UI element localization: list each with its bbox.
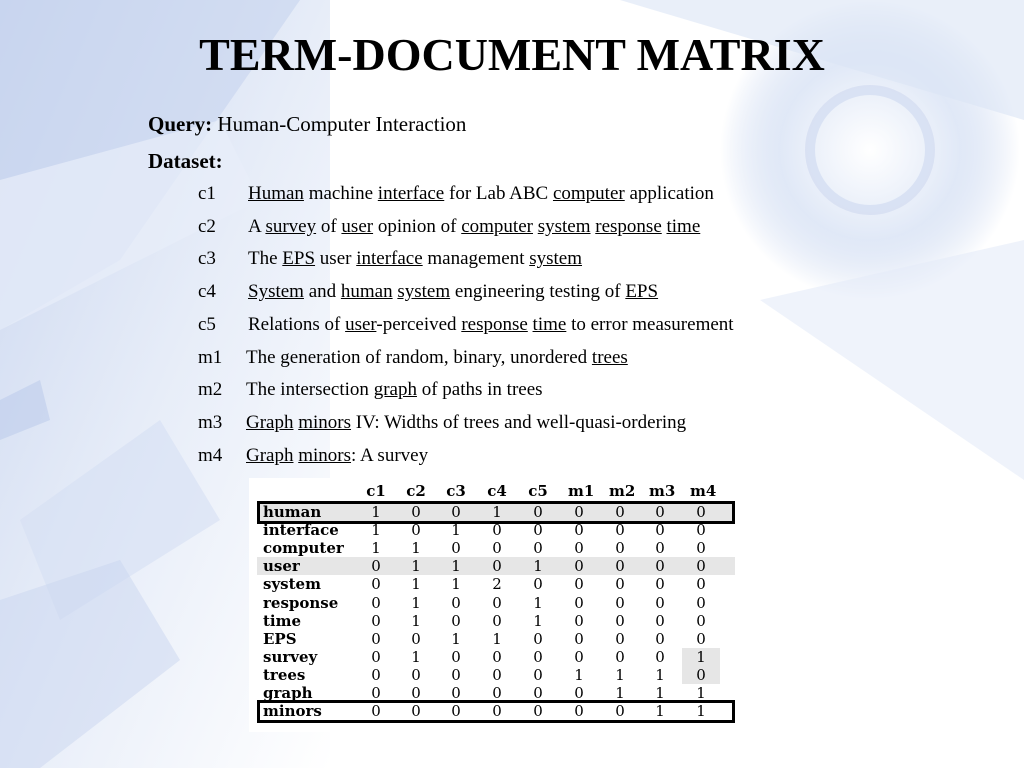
matrix-cell: 1 <box>371 521 381 540</box>
matrix-cell: 0 <box>574 611 584 630</box>
index-term: time <box>666 215 701 237</box>
index-term: user <box>345 313 377 335</box>
matrix-cell: 1 <box>411 593 421 612</box>
index-term: trees <box>591 346 628 368</box>
matrix-cell: 1 <box>411 557 421 576</box>
matrix-cell: 0 <box>451 647 461 666</box>
matrix-cell: 0 <box>574 557 584 576</box>
index-term: System <box>248 281 304 303</box>
index-term: Graph <box>246 411 294 433</box>
matrix-cell: 0 <box>574 539 584 558</box>
matrix-cell: 0 <box>492 684 502 702</box>
matrix-cell: 1 <box>615 684 625 702</box>
document-text: for Lab ABC <box>444 183 553 204</box>
matrix-cell: 0 <box>574 629 584 648</box>
document-text: The intersection <box>246 379 374 401</box>
matrix-cell: 1 <box>655 665 665 684</box>
matrix-cell: 0 <box>451 684 461 702</box>
dataset-label: Dataset: <box>148 149 223 173</box>
index-term: interface <box>356 248 423 270</box>
matrix-cell: 0 <box>371 593 381 612</box>
document-m2 <box>198 379 543 401</box>
index-term: system <box>529 248 583 270</box>
matrix-cell: 0 <box>655 557 665 576</box>
index-term: system <box>537 215 591 237</box>
matrix-cell: 0 <box>533 702 543 721</box>
term-system: system <box>263 575 321 594</box>
matrix-cell: 0 <box>492 539 502 558</box>
matrix-cell: 0 <box>411 521 421 540</box>
matrix-cell: 0 <box>371 629 381 648</box>
matrix-cell: 1 <box>533 611 543 630</box>
matrix-cell: 0 <box>492 521 502 540</box>
matrix-cell: 0 <box>574 575 584 594</box>
term-survey: survey <box>263 647 318 666</box>
column-header-m3: m3 <box>649 482 676 500</box>
index-term: interface <box>377 183 445 204</box>
matrix-cell: 2 <box>492 575 502 594</box>
matrix-cell: 1 <box>696 702 706 721</box>
matrix-cell: 0 <box>451 503 461 521</box>
matrix-cell: 0 <box>696 521 706 540</box>
matrix-cell: 0 <box>696 665 706 684</box>
matrix-cell: 0 <box>451 611 461 630</box>
matrix-cell: 0 <box>411 503 421 521</box>
matrix-cell: 0 <box>371 665 381 684</box>
slide-title: TERM-DOCUMENT MATRIX <box>199 29 825 80</box>
document-c3 <box>198 248 582 270</box>
matrix-cell: 0 <box>696 575 706 594</box>
document-text: application <box>624 183 714 204</box>
index-term: computer <box>461 215 533 237</box>
matrix-cell: 0 <box>492 557 502 576</box>
index-term: Graph <box>246 444 294 466</box>
term-graph: graph <box>263 684 313 702</box>
matrix-cell: 0 <box>492 611 502 630</box>
row-outline-human <box>257 501 735 524</box>
document-text: engineering testing of <box>450 281 626 303</box>
term-time: time <box>263 611 302 630</box>
document-c1 <box>198 183 714 205</box>
document-id: c2 <box>198 215 216 237</box>
term-interface: interface <box>263 521 339 540</box>
document-id: c1 <box>198 183 216 204</box>
document-id: m2 <box>198 379 223 401</box>
matrix-cell: 0 <box>696 629 706 648</box>
matrix-cell: 0 <box>451 539 461 558</box>
matrix-cell: 0 <box>451 702 461 721</box>
matrix-cell: 0 <box>533 539 543 558</box>
matrix-cell: 1 <box>696 684 706 702</box>
document-c4 <box>198 281 658 303</box>
matrix-cell: 1 <box>371 503 381 521</box>
matrix-cell: 0 <box>371 575 381 594</box>
matrix-cell: 0 <box>574 647 584 666</box>
term-computer: computer <box>263 539 344 558</box>
matrix-cell: 0 <box>492 593 502 612</box>
matrix-cell: 1 <box>574 665 584 684</box>
column-header-c2: c2 <box>406 482 426 500</box>
matrix-cell: 0 <box>574 684 584 702</box>
matrix-cell: 0 <box>696 557 706 576</box>
matrix-cell: 0 <box>655 593 665 612</box>
matrix-cell: 1 <box>696 647 706 666</box>
document-id: c5 <box>198 313 216 335</box>
matrix-cell: 1 <box>492 503 502 521</box>
matrix-cell: 0 <box>371 611 381 630</box>
document-text: and <box>303 281 341 303</box>
matrix-cell: 0 <box>615 629 625 648</box>
column-header-m1: m1 <box>568 482 595 500</box>
matrix-cell: 0 <box>615 702 625 721</box>
matrix-cell: 1 <box>451 629 461 648</box>
column-header-m2: m2 <box>609 482 636 500</box>
matrix-cell: 0 <box>696 611 706 630</box>
matrix-cell: 1 <box>411 539 421 558</box>
document-c5 <box>198 314 734 336</box>
matrix-cell: 0 <box>615 575 625 594</box>
index-term: system <box>397 281 451 303</box>
matrix-cell: 0 <box>533 503 543 521</box>
matrix-cell: 0 <box>615 503 625 521</box>
matrix-cell: 0 <box>655 647 665 666</box>
term-user: user <box>263 557 300 576</box>
term-response: response <box>263 593 339 612</box>
row-outline-minors <box>257 700 735 723</box>
matrix-cell: 0 <box>574 521 584 540</box>
term-human: human <box>263 503 322 521</box>
matrix-cell: 1 <box>411 647 421 666</box>
matrix-cell: 0 <box>533 647 543 666</box>
index-term: graph <box>373 379 417 401</box>
matrix-cell: 0 <box>533 575 543 594</box>
document-text: of paths in trees <box>416 379 543 401</box>
matrix-cell: 0 <box>574 503 584 521</box>
term-trees: trees <box>263 665 306 684</box>
document-text: -perceived <box>376 313 462 335</box>
document-text: opinion of <box>373 215 462 237</box>
matrix-cell: 0 <box>655 575 665 594</box>
document-id: m4 <box>198 444 223 466</box>
document-c2 <box>198 216 700 238</box>
matrix-cell: 0 <box>371 684 381 702</box>
matrix-cell: 0 <box>411 665 421 684</box>
matrix-cell: 0 <box>615 539 625 558</box>
document-text: management <box>422 248 530 270</box>
document-id: c4 <box>198 281 216 303</box>
document-id: m3 <box>198 411 223 433</box>
matrix-cell: 0 <box>696 539 706 558</box>
matrix-cell: 0 <box>655 539 665 558</box>
matrix-cell: 1 <box>492 629 502 648</box>
matrix-cell: 1 <box>411 611 421 630</box>
matrix-cell: 0 <box>371 702 381 721</box>
document-m1 <box>198 347 628 369</box>
matrix-cell: 1 <box>655 702 665 721</box>
matrix-cell: 0 <box>574 593 584 612</box>
column-header-m4: m4 <box>690 482 717 500</box>
matrix-cell: 0 <box>615 593 625 612</box>
column-header-c1: c1 <box>366 482 386 500</box>
matrix-cell: 0 <box>411 702 421 721</box>
matrix-cell: 0 <box>492 702 502 721</box>
matrix-cell: 0 <box>696 503 706 521</box>
matrix-cell: 0 <box>655 503 665 521</box>
matrix-cell: 0 <box>615 611 625 630</box>
document-text: user <box>315 248 357 270</box>
matrix-cell: 1 <box>451 575 461 594</box>
matrix-cell: 0 <box>696 593 706 612</box>
column-header-c3: c3 <box>446 482 466 500</box>
document-text: : A survey <box>351 444 429 466</box>
index-term: EPS <box>282 248 316 270</box>
matrix-cell: 0 <box>492 665 502 684</box>
index-term: user <box>341 215 374 237</box>
matrix-cell: 0 <box>533 629 543 648</box>
document-text: to error measurement <box>566 313 734 335</box>
matrix-cell: 0 <box>655 521 665 540</box>
matrix-cell: 1 <box>451 557 461 576</box>
document-id: c3 <box>198 248 216 270</box>
matrix-cell: 0 <box>574 702 584 721</box>
document-text: machine <box>303 183 378 204</box>
matrix-cell: 0 <box>411 684 421 702</box>
matrix-cell: 0 <box>615 521 625 540</box>
matrix-cell: 1 <box>533 593 543 612</box>
document-text: A <box>248 215 266 237</box>
matrix-cell: 0 <box>533 521 543 540</box>
index-term: response <box>461 313 528 335</box>
matrix-cell: 0 <box>655 629 665 648</box>
index-term: time <box>532 313 567 335</box>
matrix-cell: 0 <box>655 611 665 630</box>
document-m4 <box>198 445 428 467</box>
matrix-cell: 0 <box>451 593 461 612</box>
column-header-c4: c4 <box>487 482 507 500</box>
term-document-matrix <box>249 478 750 732</box>
matrix-cell: 1 <box>451 521 461 540</box>
document-text: IV: Widths of trees and well-quasi-ordering <box>351 411 687 433</box>
index-term: Human <box>248 183 304 204</box>
document-m3 <box>198 412 686 434</box>
index-term: computer <box>552 183 625 204</box>
document-id: m1 <box>198 346 223 368</box>
matrix-cell: 0 <box>371 647 381 666</box>
matrix-cell: 1 <box>371 539 381 558</box>
index-term: minors <box>298 411 352 433</box>
matrix-cell: 1 <box>533 557 543 576</box>
query-line <box>148 112 466 137</box>
matrix-cell: 0 <box>615 557 625 576</box>
index-term: response <box>595 215 662 237</box>
term-minors: minors <box>263 702 322 721</box>
index-term: EPS <box>625 281 659 303</box>
matrix-cell: 1 <box>655 684 665 702</box>
matrix-cell: 0 <box>371 557 381 576</box>
column-header-c5: c5 <box>528 482 548 500</box>
matrix-cell: 0 <box>451 665 461 684</box>
document-text: of <box>316 215 342 237</box>
index-term: minors <box>298 444 352 466</box>
matrix-cell: 0 <box>615 647 625 666</box>
matrix-cell: 0 <box>533 684 543 702</box>
document-text: The <box>248 248 283 270</box>
matrix-cell: 0 <box>411 629 421 648</box>
matrix-cell: 0 <box>533 665 543 684</box>
document-text: The generation of random, binary, unordered <box>246 346 592 368</box>
index-term: survey <box>265 215 317 237</box>
document-text: Relations of <box>248 313 346 335</box>
query-text: Human-Computer Interaction <box>212 112 467 136</box>
matrix-cell: 0 <box>492 647 502 666</box>
query-label: Query: <box>148 112 213 136</box>
matrix-cell: 1 <box>615 665 625 684</box>
index-term: human <box>340 281 393 303</box>
term-EPS: EPS <box>263 629 297 648</box>
matrix-cell: 1 <box>411 575 421 594</box>
